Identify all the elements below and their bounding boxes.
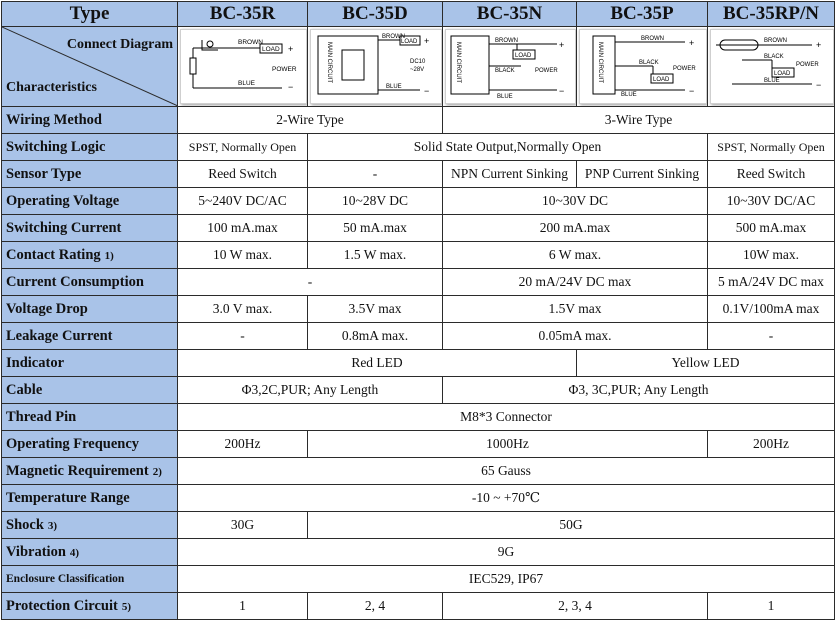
footnote-2: 2) [152,465,162,478]
connect-diagram-label: Connect Diagram [66,37,173,52]
svg-text:DC10: DC10 [409,59,425,65]
cell-opvolt-r: 5~240V DC/AC [178,188,308,215]
row-operating-frequency [2,431,835,458]
label-current-consumption: Current Consumption [2,269,178,296]
label-magnetic-requirement: Magnetic Requirement 2) [2,458,178,485]
cell-freq-rpn: 200Hz [708,431,835,458]
cell-vibration: 9G [178,539,835,566]
row-vibration [2,539,835,566]
cell-prot-r: 1 [178,593,308,620]
svg-text:+: + [815,40,821,50]
cell-curcons-rpn: 5 mA/24V DC max [708,269,835,296]
svg-text:MAIN CIRCUIT: MAIN CIRCUIT [454,42,461,83]
header-bc-35p: BC-35P [577,2,708,27]
cell-cable-2c: Φ3,2C,PUR; Any Length [178,377,443,404]
cell-thread-pin: M8*3 Connector [178,404,835,431]
svg-text:BROWN: BROWN [640,36,664,42]
row-thread-pin [2,404,835,431]
cell-sensor-rpn: Reed Switch [708,161,835,188]
footnote-4: 4) [69,546,80,559]
svg-text:BLUE: BLUE [496,94,513,100]
cell-sensor-r: Reed Switch [178,161,308,188]
svg-text:+: + [287,44,293,54]
row-operating-voltage [2,188,835,215]
corner-cell [2,27,178,107]
header-type: Type [2,2,178,27]
cell-temperature: -10 ~ +70℃ [178,485,835,512]
label-indicator: Indicator [2,350,178,377]
brown-text: BROWN [237,39,263,46]
diagram-bc-35n [443,27,577,107]
row-leakage-current [2,323,835,350]
svg-text:−: − [287,82,293,92]
footnote-1: 1) [104,249,114,262]
cell-curcons-rd: - [178,269,443,296]
cell-freq-r: 200Hz [178,431,308,458]
cell-vdrop-r: 3.0 V max. [178,296,308,323]
diagram-bc-35rpn [708,27,835,107]
spec-table [1,1,835,620]
svg-text:+: + [423,36,429,46]
cell-swcur-r: 100 mA.max [178,215,308,242]
cell-wiring-2wire: 2-Wire Type [178,107,443,134]
row-magnetic-requirement [2,458,835,485]
cell-freq-dp: 1000Hz [308,431,708,458]
label-cable: Cable [2,377,178,404]
label-vibration: Vibration 4) [2,539,178,566]
footnote-3: 3) [47,519,58,532]
svg-text:BLACK: BLACK [763,54,784,60]
diagram-bc-35r [178,27,308,107]
row-sensor-type [2,161,835,188]
label-switching-current: Switching Current [2,215,178,242]
diagram-bc-35d [308,27,443,107]
cell-vdrop-d: 3.5V max [308,296,443,323]
svg-text:LOAD: LOAD [652,77,669,83]
cell-contact-r: 10 W max. [178,242,308,269]
header-row [2,2,835,27]
cell-switching-logic-r: SPST, Normally Open [178,134,308,161]
diagram-bc-35p [577,27,708,107]
header-bc-35n: BC-35N [443,2,577,27]
cell-enclosure: IEC529, IP67 [178,566,835,593]
header-bc-35d: BC-35D [308,2,443,27]
label-operating-voltage: Operating Voltage [2,188,178,215]
row-temperature-range [2,485,835,512]
cell-sensor-n: NPN Current Sinking [443,161,577,188]
cell-shock-rest: 50G [308,512,835,539]
row-wiring-method [2,107,835,134]
label-voltage-drop: Voltage Drop [2,296,178,323]
cell-cable-3c: Φ3, 3C,PUR; Any Length [443,377,835,404]
svg-text:POWER: POWER [672,66,696,72]
label-shock: Shock 3) [2,512,178,539]
diagram-row [2,27,835,107]
label-wiring-method: Wiring Method [2,107,178,134]
cell-curcons-np: 20 mA/24V DC max [443,269,708,296]
cell-swcur-np: 200 mA.max [443,215,708,242]
svg-text:BROWN: BROWN [763,38,787,44]
svg-text:−: − [688,86,694,96]
header-bc-35rpn: BC-35RP/N [708,2,835,27]
power-text: POWER [271,66,297,73]
row-current-consumption [2,269,835,296]
characteristics-label: Characteristics [6,80,97,95]
cell-contact-d: 1.5 W max. [308,242,443,269]
svg-text:POWER: POWER [795,62,819,68]
svg-text:BROWN: BROWN [381,34,405,40]
cell-switching-logic-rpn: SPST, Normally Open [708,134,835,161]
main-circuit-text: MAIN CIRCUIT [325,42,332,83]
svg-text:+: + [558,40,564,50]
cell-swcur-d: 50 mA.max [308,215,443,242]
label-protection-circuit: Protection Circuit 5) [2,593,178,620]
row-switching-logic [2,134,835,161]
cell-leak-d: 0.8mA max. [308,323,443,350]
cell-prot-np: 2, 3, 4 [443,593,708,620]
svg-text:POWER: POWER [534,68,558,74]
header-bc-35r: BC-35R [178,2,308,27]
row-cable [2,377,835,404]
label-contact-rating: Contact Rating 1) [2,242,178,269]
cell-prot-d: 2, 4 [308,593,443,620]
cell-magnetic: 65 Gauss [178,458,835,485]
svg-text:LOAD: LOAD [773,71,790,77]
label-temperature-range: Temperature Range [2,485,178,512]
svg-text:BLUE: BLUE [620,92,637,98]
row-voltage-drop [2,296,835,323]
cell-opvolt-d: 10~28V DC [308,188,443,215]
cell-sensor-d: - [308,161,443,188]
cell-swcur-rpn: 500 mA.max [708,215,835,242]
cell-opvolt-rpn: 10~30V DC/AC [708,188,835,215]
svg-text:BLUE: BLUE [763,78,780,84]
svg-text:BLACK: BLACK [494,68,515,74]
cell-opvolt-np: 10~30V DC [443,188,708,215]
svg-text:LOAD: LOAD [400,39,417,45]
row-enclosure [2,566,835,593]
cell-contact-np: 6 W max. [443,242,708,269]
svg-text:LOAD: LOAD [514,53,531,59]
cell-leak-r: - [178,323,308,350]
label-switching-logic: Switching Logic [2,134,178,161]
blue-text: BLUE [237,80,255,87]
row-switching-current [2,215,835,242]
svg-text:+: + [688,38,694,48]
cell-indicator-red: Red LED [178,350,577,377]
row-contact-rating [2,242,835,269]
svg-text:BLACK: BLACK [638,60,659,66]
row-indicator [2,350,835,377]
svg-text:−: − [423,86,429,96]
label-enclosure: Enclosure Classification [2,566,178,593]
cell-leak-rpn: - [708,323,835,350]
cell-contact-rpn: 10W max. [708,242,835,269]
load-text: LOAD [261,46,280,53]
svg-text:BLUE: BLUE [385,84,402,90]
svg-text:−: − [815,80,821,90]
footnote-5: 5) [121,600,131,613]
label-sensor-type: Sensor Type [2,161,178,188]
cell-sensor-p: PNP Current Sinking [577,161,708,188]
cell-vdrop-rpn: 0.1V/100mA max [708,296,835,323]
cell-indicator-yellow: Yellow LED [577,350,835,377]
row-shock [2,512,835,539]
cell-vdrop-np: 1.5V max [443,296,708,323]
row-protection-circuit [2,593,835,620]
cell-switching-logic-dp: Solid State Output,Normally Open [308,134,708,161]
label-leakage-current: Leakage Current [2,323,178,350]
label-operating-frequency: Operating Frequency [2,431,178,458]
cell-wiring-3wire: 3-Wire Type [443,107,835,134]
svg-text:MAIN CIRCUIT: MAIN CIRCUIT [596,42,603,83]
svg-text:~28V: ~28V [409,67,424,73]
svg-text:BROWN: BROWN [494,38,518,44]
cell-shock-r: 30G [178,512,308,539]
svg-text:−: − [558,86,564,96]
label-thread-pin: Thread Pin [2,404,178,431]
cell-prot-rpn: 1 [708,593,835,620]
cell-leak-np: 0.05mA max. [443,323,708,350]
